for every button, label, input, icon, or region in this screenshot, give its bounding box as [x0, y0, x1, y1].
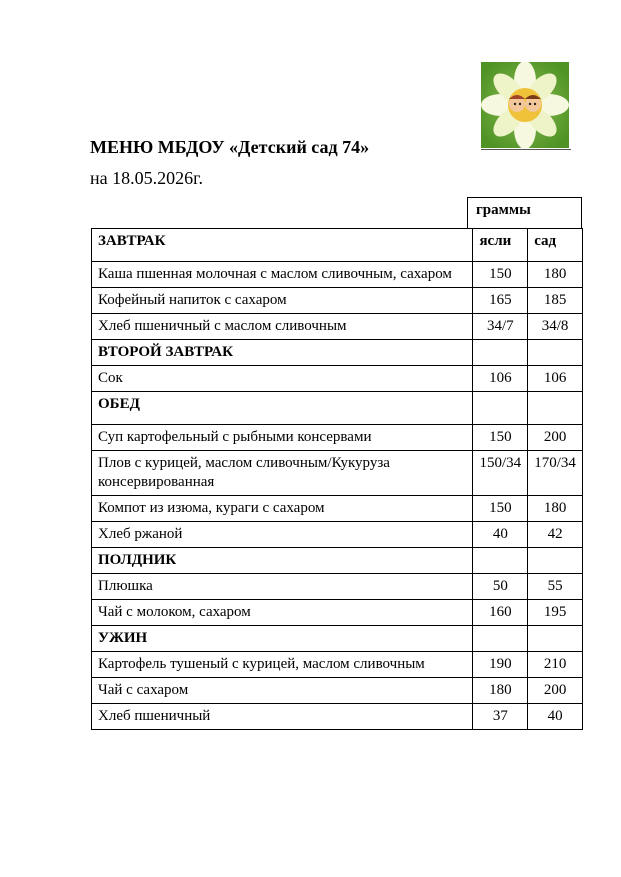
garden-grams: 200: [528, 678, 583, 704]
empty-cell: [528, 626, 583, 652]
nursery-grams: 34/7: [473, 314, 528, 340]
empty-cell: [473, 548, 528, 574]
dish-name: Хлеб ржаной: [92, 522, 473, 548]
dish-name: Плюшка: [92, 574, 473, 600]
nursery-grams: 165: [473, 288, 528, 314]
dish-name: Каша пшенная молочная с маслом сливочным, сахаром: [92, 262, 473, 288]
nursery-grams: 106: [473, 366, 528, 392]
nursery-grams: 180: [473, 678, 528, 704]
dish-name: Хлеб пшеничный: [92, 704, 473, 730]
garden-grams: 40: [528, 704, 583, 730]
table-row: [92, 574, 583, 600]
nursery-grams: 40: [473, 522, 528, 548]
section-title: ПОЛДНИК: [92, 548, 473, 574]
section-row: [92, 548, 583, 574]
garden-grams: 170/34: [528, 451, 583, 496]
garden-grams: 210: [528, 652, 583, 678]
section-row: [92, 340, 583, 366]
dish-name: Картофель тушеный с курицей, маслом сливочным: [92, 652, 473, 678]
grams-header: граммы: [467, 197, 582, 228]
nursery-grams: 150: [473, 496, 528, 522]
garden-grams: 55: [528, 574, 583, 600]
table-header-row: [92, 229, 583, 262]
table-row: [92, 425, 583, 451]
flower-logo-icon: [481, 62, 569, 148]
nursery-grams: 50: [473, 574, 528, 600]
dish-name: Компот из изюма, кураги с сахаром: [92, 496, 473, 522]
dish-name: Хлеб пшеничный с маслом сливочным: [92, 314, 473, 340]
empty-cell: [528, 548, 583, 574]
empty-cell: [473, 340, 528, 366]
section-row: [92, 392, 583, 425]
table-row: [92, 652, 583, 678]
section-title: УЖИН: [92, 626, 473, 652]
section-title: ОБЕД: [92, 392, 473, 425]
nursery-grams: 190: [473, 652, 528, 678]
section-title: ЗАВТРАК: [92, 229, 473, 262]
dish-name: Суп картофельный с рыбными консервами: [92, 425, 473, 451]
table-row: [92, 600, 583, 626]
garden-grams: 195: [528, 600, 583, 626]
section-row: [92, 626, 583, 652]
section-title: ВТОРОЙ ЗАВТРАК: [92, 340, 473, 366]
dish-name: Плов с курицей, маслом сливочным/Кукуруза консервированная: [92, 451, 473, 496]
col-garden-header: сад: [528, 229, 583, 262]
nursery-grams: 37: [473, 704, 528, 730]
table-row: [92, 496, 583, 522]
garden-grams: 42: [528, 522, 583, 548]
garden-grams: 185: [528, 288, 583, 314]
menu-table: [91, 228, 583, 730]
table-row: [92, 678, 583, 704]
table-row: [92, 314, 583, 340]
empty-cell: [473, 626, 528, 652]
table-row: [92, 704, 583, 730]
table-row: [92, 288, 583, 314]
garden-grams: 180: [528, 496, 583, 522]
empty-cell: [528, 340, 583, 366]
garden-grams: 34/8: [528, 314, 583, 340]
kindergarten-logo: [481, 62, 569, 148]
garden-grams: 200: [528, 425, 583, 451]
table-row: [92, 522, 583, 548]
logo-underline: [481, 149, 571, 150]
menu-date: на 18.05.2026г.: [90, 168, 203, 188]
nursery-grams: 150: [473, 425, 528, 451]
dish-name: Сок: [92, 366, 473, 392]
nursery-grams: 150: [473, 262, 528, 288]
table-row: [92, 262, 583, 288]
col-nursery-header: ясли: [473, 229, 528, 262]
dish-name: Кофейный напиток с сахаром: [92, 288, 473, 314]
garden-grams: 180: [528, 262, 583, 288]
garden-grams: 106: [528, 366, 583, 392]
empty-cell: [528, 392, 583, 425]
dish-name: Чай с сахаром: [92, 678, 473, 704]
page-title: МЕНЮ МБДОУ «Детский сад 74»: [90, 137, 370, 157]
nursery-grams: 160: [473, 600, 528, 626]
table-row: [92, 451, 583, 496]
nursery-grams: 150/34: [473, 451, 528, 496]
empty-cell: [473, 392, 528, 425]
table-row: [92, 366, 583, 392]
dish-name: Чай с молоком, сахаром: [92, 600, 473, 626]
